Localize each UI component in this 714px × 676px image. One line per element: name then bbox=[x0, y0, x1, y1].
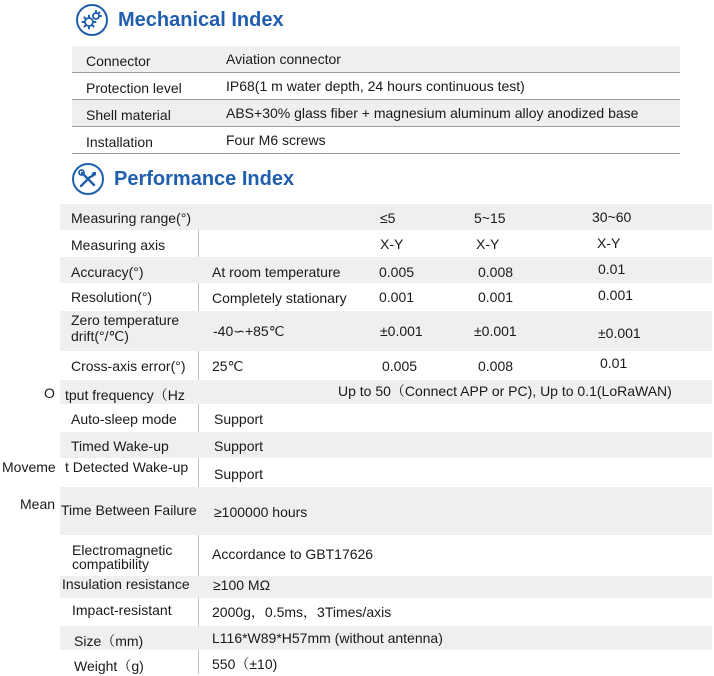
mechanical-title: Mechanical Index bbox=[118, 8, 284, 31]
table-row bbox=[60, 204, 712, 230]
row-condition: Completely stationary bbox=[212, 290, 347, 306]
table-row bbox=[72, 73, 680, 100]
row-label: compatibility bbox=[72, 556, 150, 572]
row-label: tput frequency（Hz bbox=[65, 387, 185, 403]
value-col2: X-Y bbox=[476, 236, 500, 252]
row-value: IP68(1 m water depth, 24 hours continuous test) bbox=[226, 78, 525, 94]
row-value: Four M6 screws bbox=[226, 132, 326, 148]
table-row bbox=[60, 536, 712, 575]
value-col3: ±0.001 bbox=[598, 325, 641, 341]
table-row bbox=[60, 380, 712, 404]
value-col1: 0.005 bbox=[379, 264, 415, 280]
table-row bbox=[60, 459, 712, 486]
gears-icon bbox=[76, 4, 108, 36]
value-col1: 0.001 bbox=[379, 289, 415, 305]
value-col2: ±0.001 bbox=[474, 323, 517, 339]
tools-icon bbox=[72, 163, 104, 195]
row-condition: 25℃ bbox=[212, 358, 244, 374]
value-col3: 0.001 bbox=[598, 287, 634, 303]
table-row bbox=[60, 231, 712, 256]
row-label: Shell material bbox=[86, 107, 171, 123]
row-label: Connector bbox=[86, 53, 151, 69]
row-label: Timed Wake-up bbox=[71, 438, 169, 454]
value-col2: 0.008 bbox=[478, 358, 514, 374]
row-label: Protection level bbox=[86, 80, 182, 96]
table-row bbox=[60, 257, 712, 283]
table-row bbox=[60, 487, 712, 535]
row-value: Up to 50（Connect APP or PC), Up to 0.1(LoRaWAN) bbox=[338, 383, 672, 399]
value-col2: 0.001 bbox=[478, 289, 514, 305]
row-label: drift(°/℃) bbox=[71, 328, 129, 344]
row-label: t Detected Wake-up bbox=[65, 459, 189, 475]
performance-table bbox=[60, 204, 712, 674]
mechanical-header bbox=[76, 4, 284, 36]
row-condition: -40∽+85℃ bbox=[213, 323, 285, 339]
row-value: Support bbox=[214, 466, 264, 482]
row-label: Weight（g) bbox=[74, 658, 144, 674]
label-prefix: O bbox=[44, 385, 55, 401]
table-row bbox=[72, 127, 680, 154]
table-row bbox=[60, 311, 712, 351]
table-row bbox=[60, 651, 712, 674]
performance-title: Performance Index bbox=[114, 167, 295, 190]
row-label: Measuring range(°) bbox=[71, 210, 191, 226]
value-col3: X-Y bbox=[597, 235, 621, 251]
row-label: Size（mm) bbox=[74, 633, 144, 649]
value-col3: 0.01 bbox=[600, 355, 628, 371]
label-prefix: Moveme bbox=[2, 459, 56, 475]
table-row bbox=[72, 46, 680, 73]
table-row bbox=[60, 352, 712, 379]
table-row bbox=[72, 100, 680, 127]
value-col2: 0.008 bbox=[478, 264, 514, 280]
value-col3: 30~60 bbox=[592, 209, 632, 225]
row-condition: At room temperature bbox=[212, 264, 341, 280]
row-value: Support bbox=[214, 438, 264, 454]
table-row bbox=[60, 405, 712, 431]
table-row bbox=[60, 599, 712, 625]
row-value: ≥100 MΩ bbox=[213, 577, 271, 593]
row-label: Installation bbox=[86, 134, 153, 150]
row-label: Electromagnetic bbox=[72, 542, 173, 558]
label-prefix: Mean bbox=[20, 496, 56, 512]
value-col1: X-Y bbox=[380, 236, 404, 252]
row-value: L116*W89*H57mm (without antenna) bbox=[212, 630, 443, 646]
row-label: Auto-sleep mode bbox=[71, 411, 177, 427]
row-label: Insulation resistance bbox=[62, 576, 190, 592]
row-value: Support bbox=[214, 411, 264, 427]
value-col2: 5~15 bbox=[474, 210, 506, 226]
row-value: 550（±10) bbox=[212, 656, 278, 672]
table-row bbox=[60, 576, 712, 598]
row-label: Cross-axis error(°) bbox=[71, 358, 186, 374]
table-row bbox=[60, 284, 712, 310]
mechanical-table bbox=[72, 46, 680, 156]
table-row bbox=[60, 432, 712, 458]
row-label: Time Between Failure bbox=[61, 502, 197, 518]
row-label: Zero temperature bbox=[71, 312, 180, 328]
row-label: Impact-resistant bbox=[72, 602, 172, 618]
row-label: Resolution(°) bbox=[71, 289, 153, 305]
value-col1: ±0.001 bbox=[380, 323, 423, 339]
row-value: ≥100000 hours bbox=[214, 504, 308, 520]
value-col3: 0.01 bbox=[598, 261, 626, 277]
row-value: Accordance to GBT17626 bbox=[212, 546, 374, 562]
value-col1: ≤5 bbox=[380, 210, 396, 226]
table-row bbox=[60, 626, 712, 650]
performance-header bbox=[72, 163, 294, 195]
value-col1: 0.005 bbox=[382, 358, 418, 374]
row-label: Accuracy(°) bbox=[71, 264, 144, 280]
row-value: Aviation connector bbox=[226, 51, 341, 67]
row-value: 2000g，0.5ms，3Times/axis bbox=[212, 604, 392, 620]
row-value: ABS+30% glass fiber + magnesium aluminum alloy anodized base bbox=[226, 105, 639, 121]
row-label: Measuring axis bbox=[71, 237, 166, 253]
